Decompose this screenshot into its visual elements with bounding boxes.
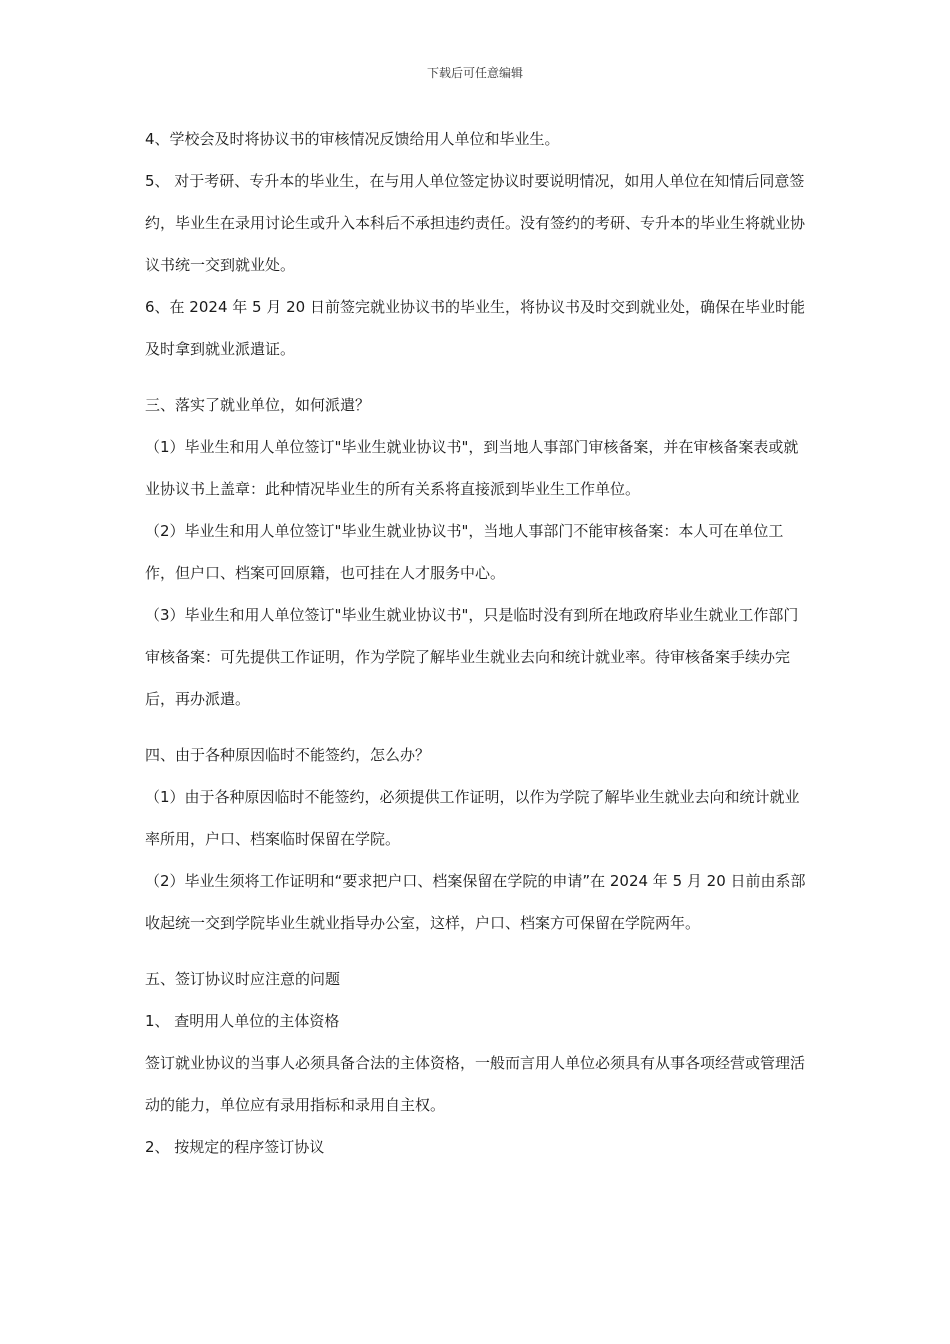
section-gap: [145, 944, 810, 958]
paragraph-item-5: 5、 对于考研、专升本的毕业生，在与用人单位签定协议时要说明情况，如用人单位在知情后同意签约，毕业生在录用讨论生或升入本科后不承担违约责任。没有签约的考研、专升本的毕业生将就业协议书统一交到就业处。: [145, 172, 806, 274]
section-heading-5: 五、签订协议时应注意的问题: [145, 970, 341, 988]
paragraph-item-4: 4、学校会及时将协议书的审核情况反馈给用人单位和毕业生。: [145, 130, 560, 148]
section-3-item-1: （1）毕业生和用人单位签订"毕业生就业协议书"，到当地人事部门审核备案，并在审核备案表或就业协议书上盖章：此种情况毕业生的所有关系将直接派到毕业生工作单位。: [145, 438, 799, 498]
section-5-item-1-title: 1、 查明用人单位的主体资格: [145, 1012, 340, 1030]
section-heading-4: 四、由于各种原因临时不能签约，怎么办？: [145, 746, 431, 764]
section-3-item-2: （2）毕业生和用人单位签订"毕业生就业协议书"，当地人事部门不能审核备案：本人可在单位工作，但户口、档案可回原籍，也可挂在人才服务中心。: [145, 522, 784, 582]
section-4-item-1: （1）由于各种原因临时不能签约，必须提供工作证明，以作为学院了解毕业生就业去向和统计就业率所用，户口、档案临时保留在学院。: [145, 788, 800, 848]
section-heading-3: 三、落实了就业单位，如何派遣？: [145, 396, 371, 414]
section-3-item-3: （3）毕业生和用人单位签订"毕业生就业协议书"，只是临时没有到所在地政府毕业生就业工作部门审核备案：可先提供工作证明，作为学院了解毕业生就业去向和统计就业率。待审核备案手续办完后，再办派遣。: [145, 606, 799, 708]
document-body: [145, 118, 810, 1168]
page-header-note: 下载后可任意编辑: [426, 66, 523, 80]
section-5-item-1-text: 签订就业协议的当事人必须具备合法的主体资格，一般而言用人单位必须具有从事各项经营或管理活动的能力，单位应有录用指标和录用自主权。: [145, 1054, 806, 1114]
section-4-item-2: （2）毕业生须将工作证明和“要求把户口、档案保留在学院的申请”在 2024 年 5 月 20 日前由系部收起统一交到学院毕业生就业指导办公室，这样，户口、档案方可保留在学院两年。: [145, 872, 806, 932]
paragraph-item-6: 6、在 2024 年 5 月 20 日前签完就业协议书的毕业生，将协议书及时交到就业处，确保在毕业时能及时拿到就业派遣证。: [145, 298, 805, 358]
section-gap: [145, 720, 810, 734]
section-gap: [145, 370, 810, 384]
section-5-item-2-title: 2、 按规定的程序签订协议: [145, 1138, 325, 1156]
